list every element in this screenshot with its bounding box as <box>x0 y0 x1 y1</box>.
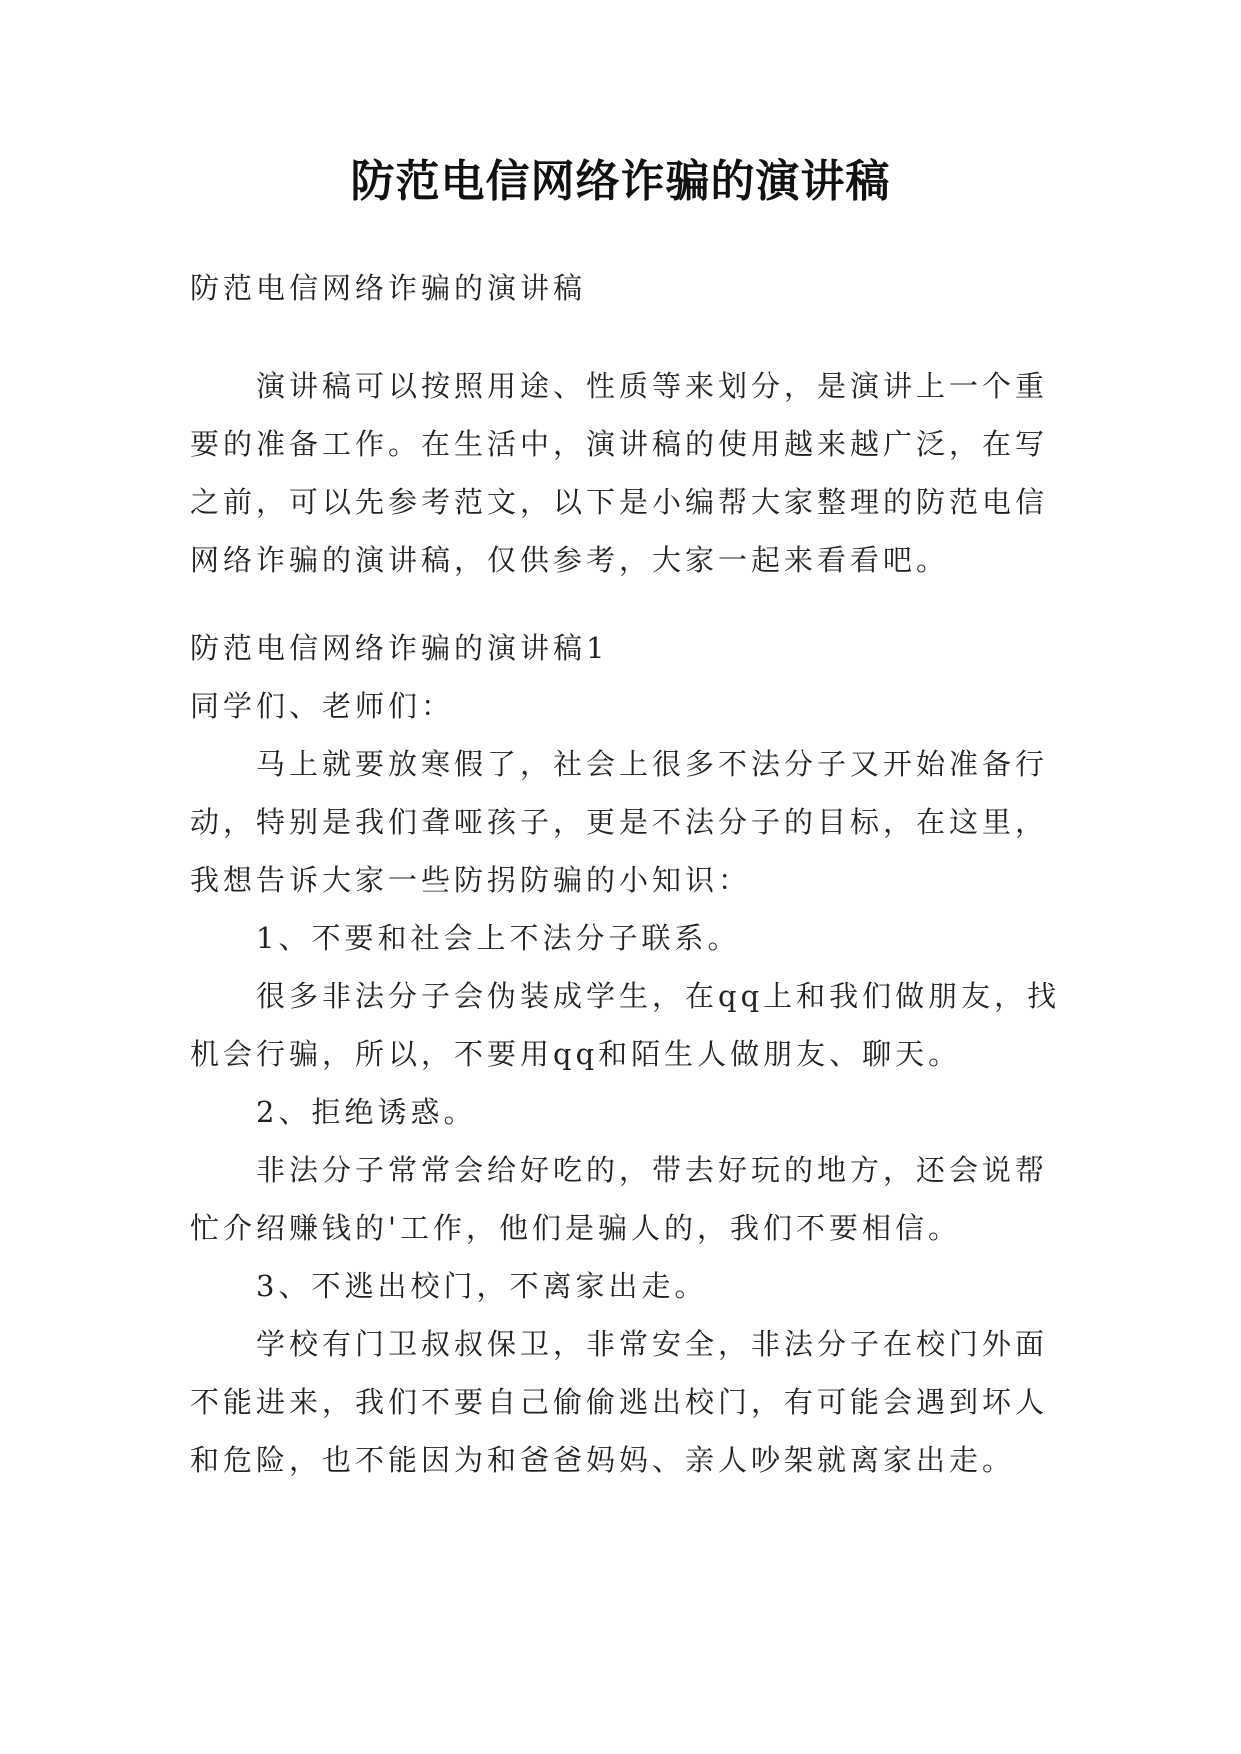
intro-text: 演讲稿可以按照用途、性质等来划分，是演讲上一个重要的准备工作。在生活中，演讲稿的使用越来越广泛，在写之前，可以先参考范文，以下是小编帮大家整理的防范电信网络诈骗的演讲稿，仅供参考，大家一起来看看吧。 <box>190 369 1049 577</box>
tip-1-heading: 1、不要和社会上不法分子联系。 <box>256 921 741 955</box>
tip-2-heading: 2、拒绝诱惑。 <box>256 1095 477 1129</box>
tip-3-heading: 3、不逃出校门，不离家出走。 <box>256 1269 708 1303</box>
subtitle-text: 防范电信网络诈骗的演讲稿 <box>190 271 587 305</box>
document-subtitle <box>190 259 1070 317</box>
tip-1-body: 很多非法分子会伪装成学生，在qq上和我们做朋友，找机会行骗，所以，不要用qq和陌生人做朋友、聊天。 <box>190 979 1061 1071</box>
intro-paragraph <box>190 357 1070 589</box>
greeting: 同学们、老师们： <box>190 689 455 723</box>
section-heading: 防范电信网络诈骗的演讲稿1 <box>190 631 609 665</box>
tip-3-body: 学校有门卫叔叔保卫，非常安全，非法分子在校门外面不能进来，我们不要自己偷偷逃出校门，有可能会遇到坏人和危险，也不能因为和爸爸妈妈、亲人吵架就离家出走。 <box>190 1327 1049 1477</box>
document-title: 防范电信网络诈骗的演讲稿 <box>350 156 891 207</box>
tip-2-body: 非法分子常常会给好吃的，带去好玩的地方，还会说帮忙介绍赚钱的'工作，他们是骗人的，我们不要相信。 <box>190 1153 1049 1245</box>
paragraph-intro-warning: 马上就要放寒假了，社会上很多不法分子又开始准备行动，特别是我们聋哑孩子，更是不法分子的目标，在这里，我想告诉大家一些防拐防骗的小知识： <box>190 747 1049 897</box>
section-block <box>190 619 1070 1489</box>
